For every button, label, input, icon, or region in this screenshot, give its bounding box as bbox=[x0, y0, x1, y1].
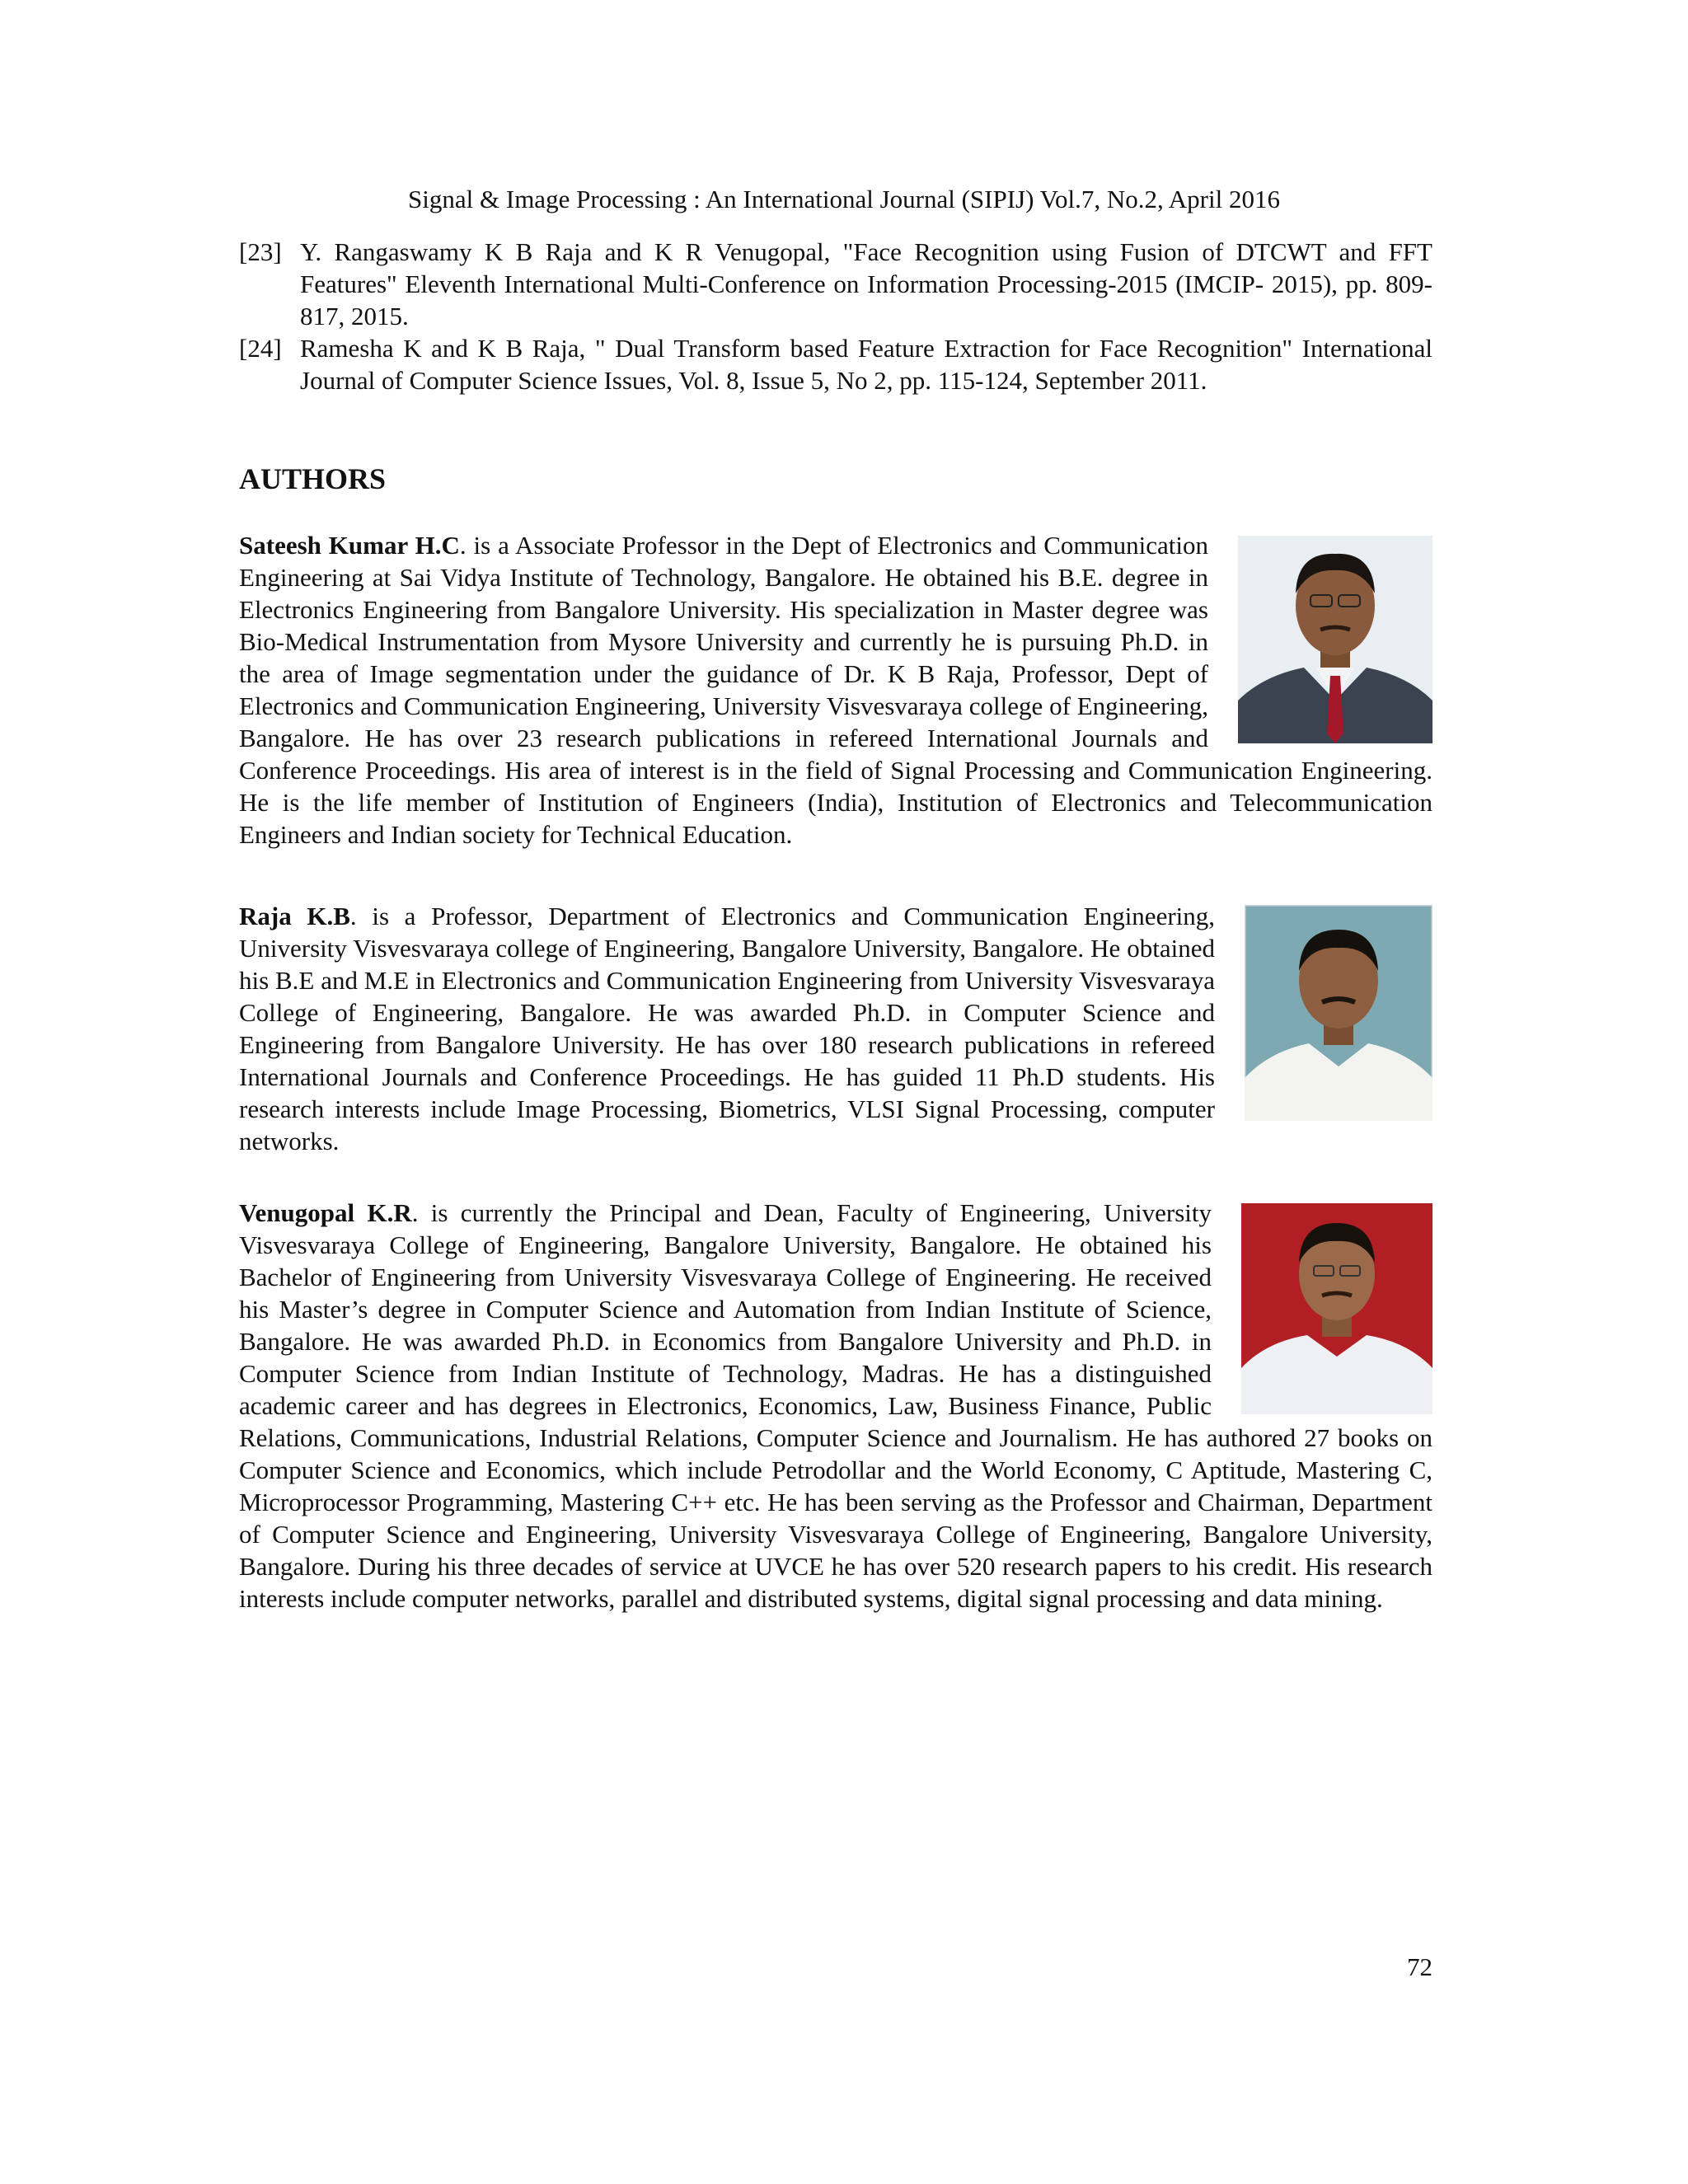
portrait-icon bbox=[1238, 536, 1432, 743]
author-name: Raja K.B bbox=[239, 902, 350, 930]
portrait-icon bbox=[1241, 1203, 1432, 1414]
reference-list bbox=[239, 236, 1432, 396]
reference-number: [23] bbox=[239, 237, 282, 266]
reference-text: Ramesha K and K B Raja, " Dual Transform based Feature Extraction for Face Recognition" International Journal of Computer Science Issues, Vol. 8, Issue 5, No 2, pp. 115-124, September 2011. bbox=[300, 334, 1432, 395]
author-bio bbox=[239, 529, 1432, 851]
author-bio-text: . is a Associate Professor in the Dept of Electronics and Communication Engineering at Sai Vidya Institute of Technology, Bangalore. He obtained his B.E. degree in Electronics Engineering from Bangalore University. His specialization in Master degree was Bio-Medical Instrumentation from Mysore University and currently he is pursuing Ph.D. in the area of Image segmentation under the guidance of Dr. K B Raja, Professor, Dept of Electronics and Communication Engineering, University Visvesvaraya college of Engineering, Bangalore. He has over 23 research publications in refereed International Journals and Conference Proceedings. His area of interest is in the field of Signal Processing and Communication Engineering. He is the life member of Institution of Engineers (India), Institution of Electronics and Telecommunication Engineers and Indian society for Technical Education. bbox=[239, 531, 1432, 849]
author-photo bbox=[1245, 905, 1432, 1121]
reference-text: Y. Rangaswamy K B Raja and K R Venugopal, "Face Recognition using Fusion of DTCWT and FFT Features" Eleventh International Multi-Conference on Information Processing-2015 (IMCIP- 2015), pp. 809-817, 2015. bbox=[300, 237, 1432, 330]
reference-item bbox=[239, 236, 1432, 332]
author-bio bbox=[239, 1197, 1432, 1615]
authors-heading: AUTHORS bbox=[239, 462, 387, 495]
running-header: Signal & Image Processing : An International Journal (SIPIJ) Vol.7, No.2, April 2016 bbox=[408, 185, 1280, 213]
author-bio-text: . is currently the Principal and Dean, Faculty of Engineering, University Visvesvaraya College of Engineering, Bangalore University, Bangalore. He obtained his Bachelor of Engineering from University Visvesvaraya College of Engineering. He received his Master’s degree in Computer Science and Automation from Indian Institute of Science, Bangalore. He was awarded Ph.D. in Economics from Bangalore University and Ph.D. in Computer Science from Indian Institute of Technology, Madras. He has a distinguished academic career and has degrees in Electronics, Economics, Law, Business Finance, Public Relations, Communications, Industrial Relations, Computer Science and Journalism. He has authored 27 books on Computer Science and Economics, which include Petrodollar and the World Economy, C Aptitude, Mastering C, Microprocessor Programming, Mastering C++ etc. He has been serving as the Professor and Chairman, Department of Computer Science and Engineering, University Visvesvaraya College of Engineering, Bangalore University, Bangalore. During his three decades of service at UVCE he has over 520 research papers to his credit. His research interests include computer networks, parallel and distributed systems, digital signal processing and data mining. bbox=[239, 1198, 1432, 1613]
author-name: Sateesh Kumar H.C bbox=[239, 531, 460, 560]
author-bio bbox=[239, 900, 1432, 1157]
author-photo bbox=[1241, 1203, 1432, 1414]
page-number: 72 bbox=[1407, 1952, 1432, 1981]
author-bio-text: . is a Professor, Department of Electronics and Communication Engineering, University Visvesvaraya college of Engineering, Bangalore University, Bangalore. He obtained his B.E and M.E in Electronics and Communication Engineering from University Visvesvaraya College of Engineering, Bangalore. He was awarded Ph.D. in Computer Science and Engineering from Bangalore University. He has over 180 research publications in refereed International Journals and Conference Proceedings. He has guided 11 Ph.D students. His research interests include Image Processing, Biometrics, VLSI Signal Processing, computer networks. bbox=[239, 902, 1216, 1155]
author-photo bbox=[1238, 536, 1432, 743]
portrait-icon bbox=[1245, 905, 1432, 1121]
reference-item bbox=[239, 332, 1432, 396]
author-name: Venugopal K.R bbox=[239, 1198, 412, 1227]
reference-number: [24] bbox=[239, 334, 282, 363]
